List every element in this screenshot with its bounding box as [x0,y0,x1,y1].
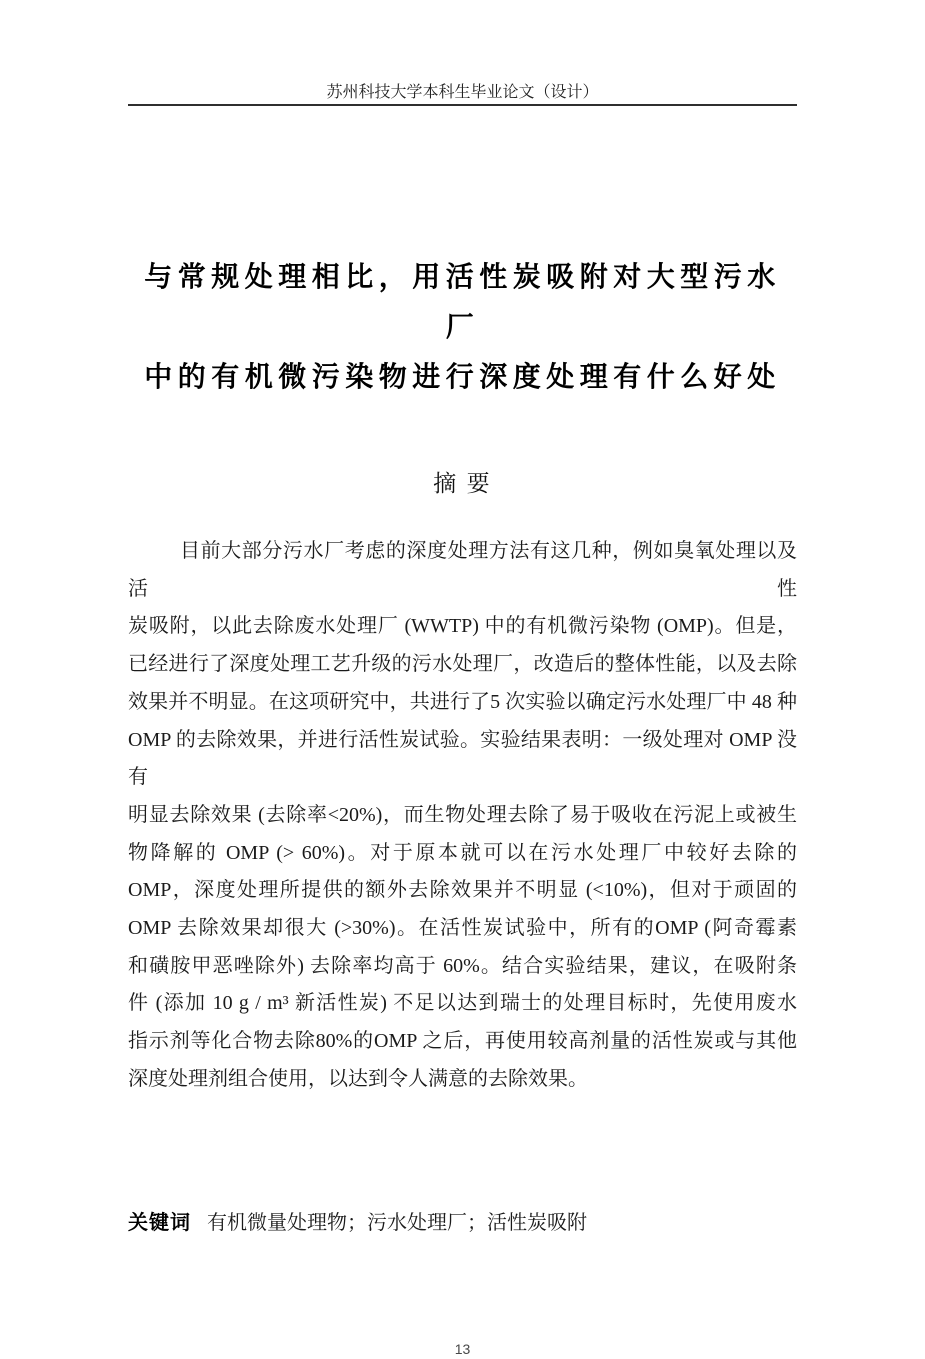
abstract-line: 和磺胺甲恶唑除外) 去除率均高于 60%。结合实验结果，建议，在吸附条 [128,954,797,977]
abstract-line: 深度处理剂组合使用，以达到令人满意的去除效果。 [128,1067,588,1090]
abstract-line: 炭吸附，以此去除废水处理厂 (WWTP) 中的有机微污染物 (OMP)。但是， [128,615,797,638]
abstract-line: 件 (添加 10 g / m³ 新活性炭) 不足以达到瑞士的处理目标时，先使用废水 [128,992,797,1015]
content-column [128,0,797,1359]
page-header [128,0,797,106]
abstract-paragraph [128,533,797,1099]
abstract-line: 目前大部分污水厂考虑的深度处理方法有这几种，例如臭氧处理以及活性 [128,540,797,600]
abstract-line: OMP，深度处理所提供的额外去除效果并不明显 (<10%)，但对于顽固的 [128,879,797,902]
thesis-title-line-2: 中的有机微污染物进行深度处理有什么好处 [144,361,781,392]
abstract-line: 指示剂等化合物去除80%的OMP 之后，再使用较高剂量的活性炭或与其他 [128,1030,797,1053]
abstract-line: 明显去除效果 (去除率<20%)，而生物处理去除了易于吸收在污泥上或被生 [128,803,797,826]
abstract-line: 已经进行了深度处理工艺升级的污水处理厂，改造后的整体性能，以及去除 [128,653,797,676]
header-text: 苏州科技大学本科生毕业论文（设计） [326,84,599,101]
thesis-title [128,252,797,402]
abstract-line: OMP 去除效果却很大 (>30%)。在活性炭试验中，所有的OMP (阿奇霉素 [128,917,797,940]
thesis-title-line-1: 与常规处理相比，用活性炭吸附对大型污水厂 [144,261,781,342]
abstract-line: 效果并不明显。在这项研究中，共进行了5 次实验以确定污水处理厂中 48 种 [128,690,797,713]
keywords-text: 有机微量处理物；污水处理厂；活性炭吸附 [207,1211,587,1234]
abstract-line: OMP 的去除效果，并进行活性炭试验。实验结果表明：一级处理对 OMP 没有 [128,728,797,789]
keywords-row [128,1209,797,1237]
abstract-line: 物降解的 OMP (> 60%)。对于原本就可以在污水处理厂中较好去除的 [128,841,797,864]
keywords-label: 关键词 [128,1211,191,1234]
abstract-heading: 摘 要 [433,470,492,496]
page-number: 13 [454,1340,471,1357]
